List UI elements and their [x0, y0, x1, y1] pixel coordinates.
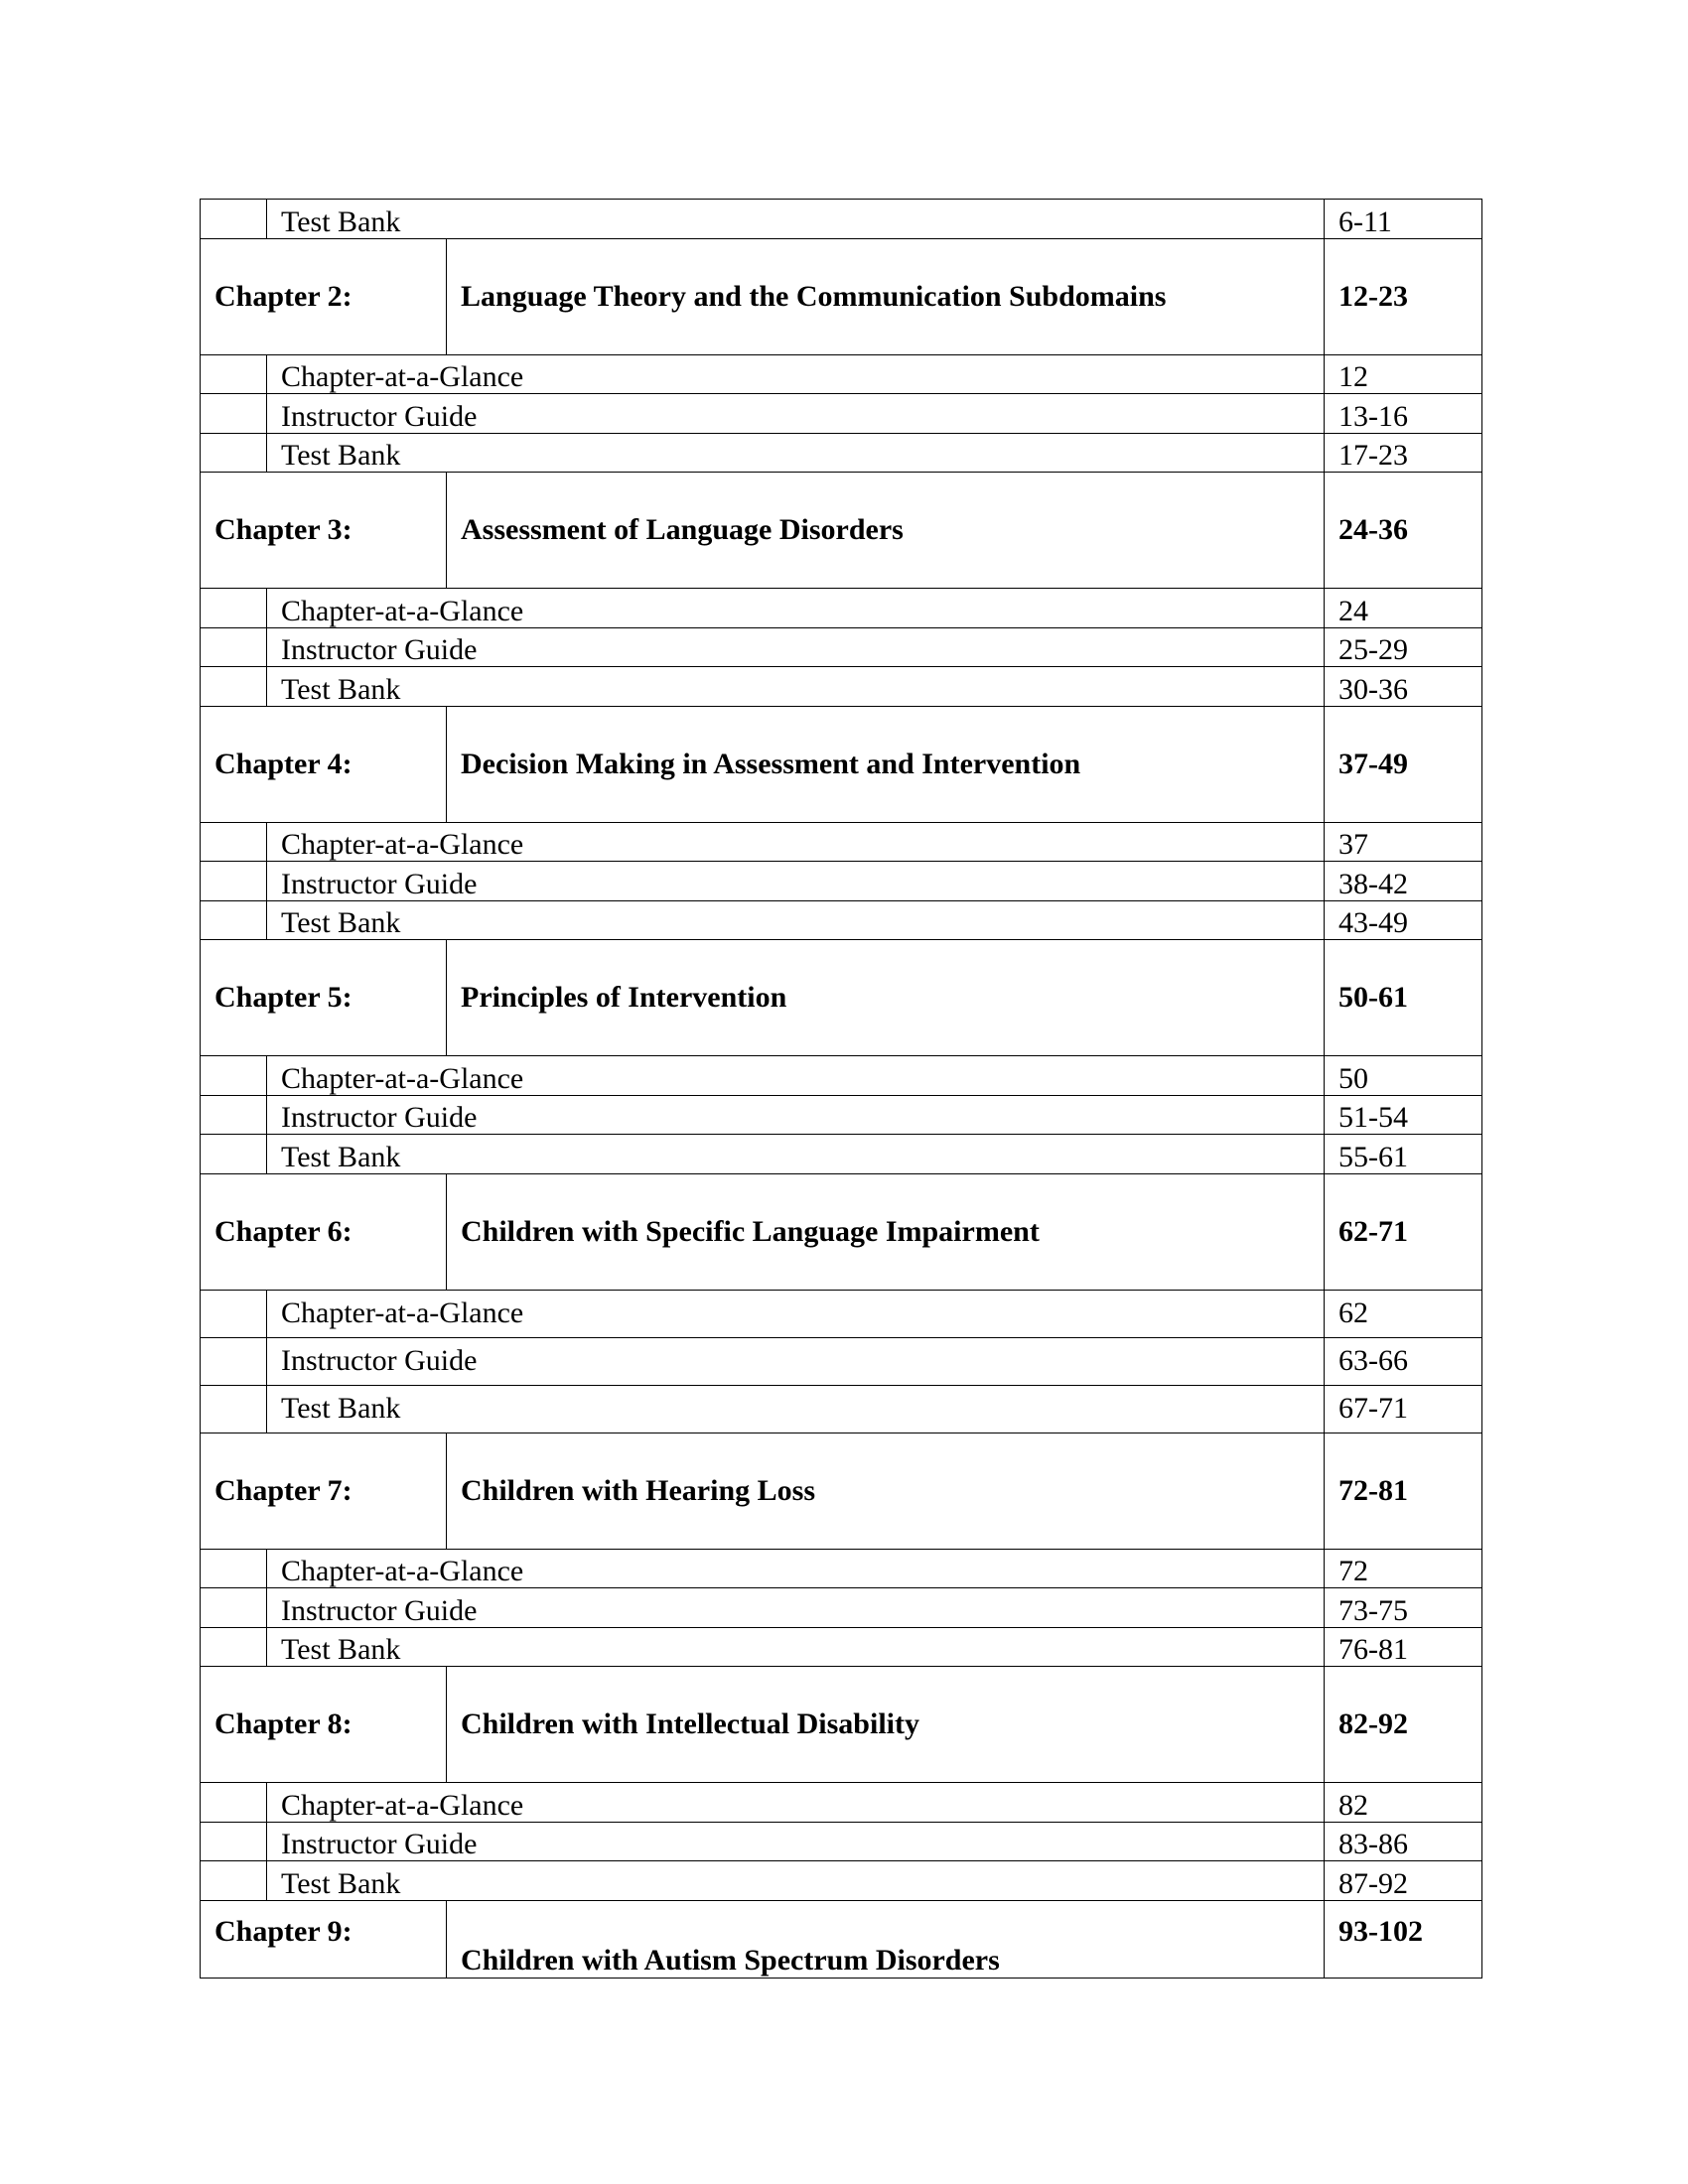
subsection-label: Chapter-at-a-Glance	[267, 1056, 1325, 1096]
table-of-contents	[200, 199, 1482, 1979]
toc-subsection-row	[201, 1627, 1482, 1667]
chapter-title: Principles of Intervention	[447, 940, 1325, 1056]
subsection-label: Instructor Guide	[267, 1822, 1325, 1861]
toc-subsection-row	[201, 1822, 1482, 1861]
chapter-label: Chapter 6:	[201, 1173, 447, 1290]
indent-cell	[201, 862, 267, 901]
toc-subsection-row	[201, 1337, 1482, 1385]
subsection-pages: 83-86	[1325, 1822, 1482, 1861]
subsection-label: Instructor Guide	[267, 862, 1325, 901]
subsection-label: Test Bank	[267, 667, 1325, 707]
subsection-pages: 76-81	[1325, 1627, 1482, 1667]
chapter-row	[201, 940, 1482, 1056]
subsection-label: Chapter-at-a-Glance	[267, 822, 1325, 862]
chapter-pages: 12-23	[1325, 238, 1482, 354]
subsection-pages: 63-66	[1325, 1337, 1482, 1385]
toc-subsection-row	[201, 589, 1482, 628]
subsection-pages: 13-16	[1325, 394, 1482, 434]
indent-cell	[201, 1549, 267, 1588]
toc-subsection-row	[201, 1588, 1482, 1628]
indent-cell	[201, 1135, 267, 1174]
toc-subsection-row	[201, 1135, 1482, 1174]
indent-cell	[201, 1861, 267, 1901]
chapter-pages: 72-81	[1325, 1433, 1482, 1549]
subsection-label: Chapter-at-a-Glance	[267, 1783, 1325, 1823]
subsection-pages: 30-36	[1325, 667, 1482, 707]
subsection-pages: 37	[1325, 822, 1482, 862]
chapter-title: Assessment of Language Disorders	[447, 473, 1325, 589]
subsection-label: Chapter-at-a-Glance	[267, 354, 1325, 394]
subsection-label: Test Bank	[267, 900, 1325, 940]
toc-subsection-row	[201, 1290, 1482, 1337]
chapter-pages: 37-49	[1325, 706, 1482, 822]
subsection-label: Test Bank	[267, 1861, 1325, 1901]
subsection-pages: 82	[1325, 1783, 1482, 1823]
chapter-title: Children with Intellectual Disability	[447, 1667, 1325, 1783]
subsection-pages: 38-42	[1325, 862, 1482, 901]
subsection-pages: 24	[1325, 589, 1482, 628]
subsection-pages: 17-23	[1325, 433, 1482, 473]
subsection-label: Instructor Guide	[267, 1095, 1325, 1135]
toc-subsection-row	[201, 822, 1482, 862]
toc-subsection-row	[201, 1056, 1482, 1096]
subsection-pages: 55-61	[1325, 1135, 1482, 1174]
toc-subsection-row	[201, 394, 1482, 434]
chapter-pages: 24-36	[1325, 473, 1482, 589]
chapter-title: Children with Autism Spectrum Disorders	[447, 1900, 1325, 1978]
subsection-label: Test Bank	[267, 1627, 1325, 1667]
chapter-title: Decision Making in Assessment and Intervention	[447, 706, 1325, 822]
chapter-label: Chapter 7:	[201, 1433, 447, 1549]
indent-cell	[201, 627, 267, 667]
chapter-label: Chapter 5:	[201, 940, 447, 1056]
subsection-pages: 43-49	[1325, 900, 1482, 940]
chapter-label: Chapter 4:	[201, 706, 447, 822]
subsection-pages: 67-71	[1325, 1385, 1482, 1433]
subsection-pages: 6-11	[1325, 200, 1482, 239]
subsection-pages: 12	[1325, 354, 1482, 394]
chapter-label: Chapter 2:	[201, 238, 447, 354]
subsection-label: Test Bank	[267, 200, 1325, 239]
chapter-row	[201, 1667, 1482, 1783]
toc-subsection-row	[201, 667, 1482, 707]
indent-cell	[201, 354, 267, 394]
chapter-pages: 93-102	[1325, 1900, 1482, 1978]
subsection-pages: 73-75	[1325, 1588, 1482, 1628]
indent-cell	[201, 433, 267, 473]
toc-subsection-row	[201, 1095, 1482, 1135]
subsection-pages: 87-92	[1325, 1861, 1482, 1901]
toc-subsection-row	[201, 627, 1482, 667]
indent-cell	[201, 667, 267, 707]
chapter-label: Chapter 8:	[201, 1667, 447, 1783]
chapter-row	[201, 473, 1482, 589]
indent-cell	[201, 1627, 267, 1667]
chapter-row	[201, 1900, 1482, 1978]
subsection-label: Instructor Guide	[267, 1588, 1325, 1628]
toc-subsection-row	[201, 1783, 1482, 1823]
toc-subsection-row	[201, 1861, 1482, 1901]
indent-cell	[201, 1588, 267, 1628]
indent-cell	[201, 1385, 267, 1433]
subsection-label: Test Bank	[267, 1135, 1325, 1174]
indent-cell	[201, 200, 267, 239]
chapter-title: Language Theory and the Communication Subdomains	[447, 238, 1325, 354]
chapter-row	[201, 1173, 1482, 1290]
subsection-label: Instructor Guide	[267, 1337, 1325, 1385]
indent-cell	[201, 1095, 267, 1135]
indent-cell	[201, 900, 267, 940]
subsection-label: Test Bank	[267, 1385, 1325, 1433]
subsection-label: Instructor Guide	[267, 627, 1325, 667]
chapter-label: Chapter 3:	[201, 473, 447, 589]
chapter-row	[201, 238, 1482, 354]
indent-cell	[201, 394, 267, 434]
indent-cell	[201, 1337, 267, 1385]
chapter-label: Chapter 9:	[201, 1900, 447, 1978]
subsection-label: Chapter-at-a-Glance	[267, 589, 1325, 628]
subsection-pages: 62	[1325, 1290, 1482, 1337]
subsection-label: Test Bank	[267, 433, 1325, 473]
indent-cell	[201, 1056, 267, 1096]
chapter-row	[201, 706, 1482, 822]
subsection-label: Instructor Guide	[267, 394, 1325, 434]
chapter-pages: 62-71	[1325, 1173, 1482, 1290]
toc-subsection-row	[201, 200, 1482, 239]
chapter-row	[201, 1433, 1482, 1549]
chapter-title: Children with Specific Language Impairment	[447, 1173, 1325, 1290]
toc-subsection-row	[201, 862, 1482, 901]
toc-subsection-row	[201, 354, 1482, 394]
indent-cell	[201, 589, 267, 628]
indent-cell	[201, 1783, 267, 1823]
subsection-pages: 51-54	[1325, 1095, 1482, 1135]
toc-subsection-row	[201, 1385, 1482, 1433]
subsection-label: Chapter-at-a-Glance	[267, 1549, 1325, 1588]
subsection-pages: 50	[1325, 1056, 1482, 1096]
toc-subsection-row	[201, 900, 1482, 940]
toc-subsection-row	[201, 433, 1482, 473]
chapter-pages: 50-61	[1325, 940, 1482, 1056]
subsection-pages: 25-29	[1325, 627, 1482, 667]
chapter-pages: 82-92	[1325, 1667, 1482, 1783]
toc-subsection-row	[201, 1549, 1482, 1588]
subsection-pages: 72	[1325, 1549, 1482, 1588]
indent-cell	[201, 1822, 267, 1861]
chapter-title: Children with Hearing Loss	[447, 1433, 1325, 1549]
indent-cell	[201, 822, 267, 862]
subsection-label: Chapter-at-a-Glance	[267, 1290, 1325, 1337]
indent-cell	[201, 1290, 267, 1337]
